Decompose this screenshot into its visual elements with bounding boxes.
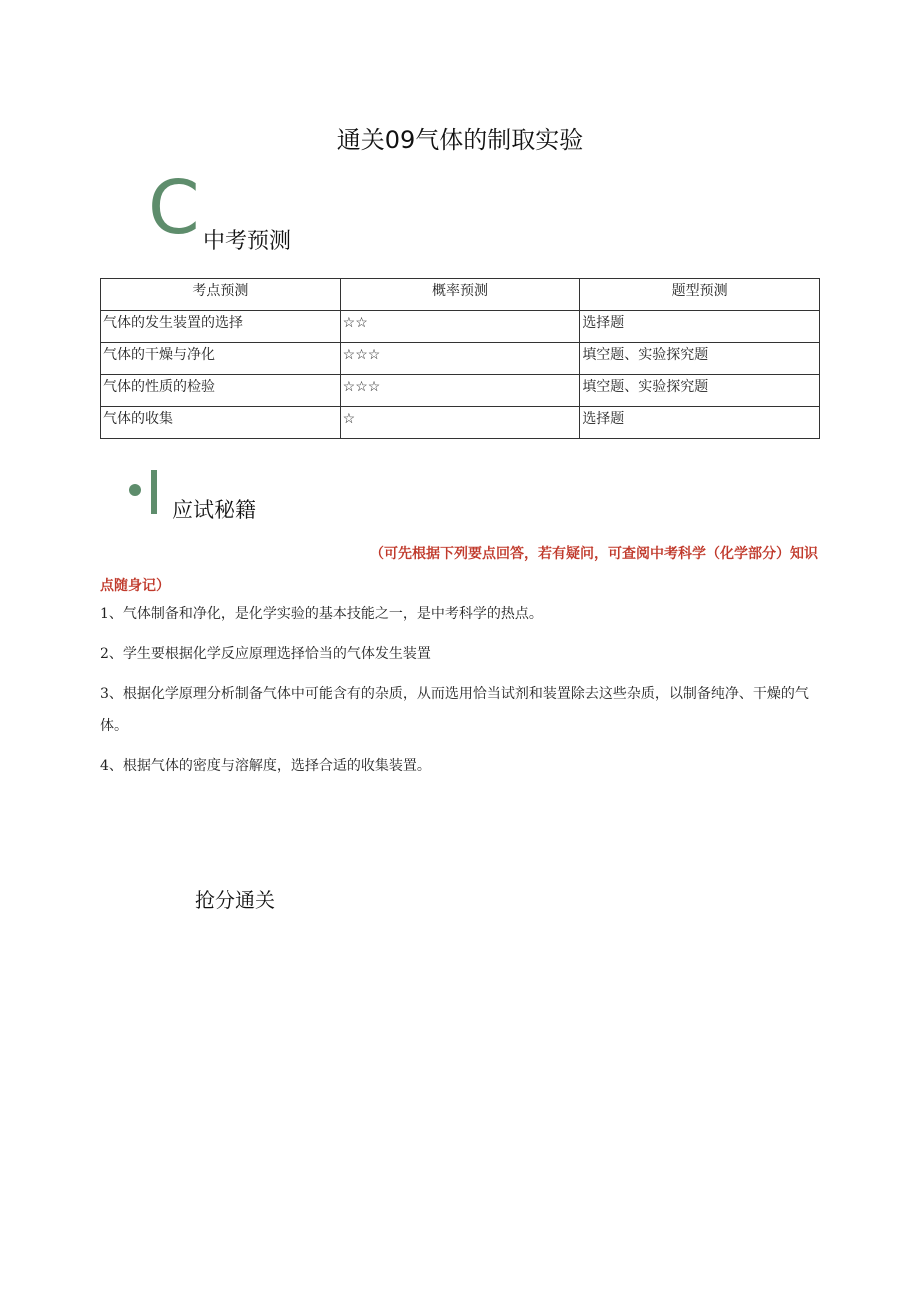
table-cell: 气体的性质的检验 [101, 375, 341, 407]
table-cell: ☆☆ [340, 311, 580, 343]
table-cell: 选择题 [580, 407, 820, 439]
tip-point-1: 1、气体制备和净化，是化学实验的基本技能之一，是中考科学的热点。 [100, 606, 543, 622]
table-cell: 选择题 [580, 311, 820, 343]
section-heading-practice: 抢分通关 [195, 888, 275, 912]
table-header-cell: 题型预测 [580, 279, 820, 311]
reference-note: （可先根据下列要点回答，若有疑问，可查阅中考科学（化学部分）知识点随身记） [100, 546, 818, 594]
section-heading-forecast: 中考预测 [203, 229, 292, 254]
table-header-cell: 概率预测 [340, 279, 580, 311]
table-row [101, 407, 820, 439]
table-cell: 填空题、实验探究题 [580, 375, 820, 407]
table-header-cell: 考点预测 [101, 279, 341, 311]
table-cell: ☆☆☆ [340, 375, 580, 407]
document-title: 通关09气体的制取实验 [336, 126, 584, 154]
tip-point-2: 2、学生要根据化学反应原理选择恰当的气体发生装置 [100, 646, 431, 662]
table-header-row [101, 279, 820, 311]
section-letter-c: C [148, 165, 200, 251]
table-cell: 气体的发生装置的选择 [101, 311, 341, 343]
forecast-table [100, 278, 820, 439]
section-bar-icon [151, 470, 157, 514]
section-heading-tips: 应试秘籍 [172, 498, 256, 522]
table-cell: 气体的收集 [101, 407, 341, 439]
table-cell: ☆☆☆ [340, 343, 580, 375]
table-row [101, 375, 820, 407]
table-cell: 气体的干燥与净化 [101, 343, 341, 375]
table-cell: ☆ [340, 407, 580, 439]
tip-point-3: 3、根据化学原理分析制备气体中可能含有的杂质，从而选用恰当试剂和装置除去这些杂质，以制备纯净、干燥的气体。 [100, 686, 809, 734]
tip-point-4: 4、根据气体的密度与溶解度，选择合适的收集装置。 [100, 758, 431, 774]
section-dot-icon [129, 484, 141, 496]
table-row [101, 343, 820, 375]
table-row [101, 311, 820, 343]
table-cell: 填空题、实验探究题 [580, 343, 820, 375]
